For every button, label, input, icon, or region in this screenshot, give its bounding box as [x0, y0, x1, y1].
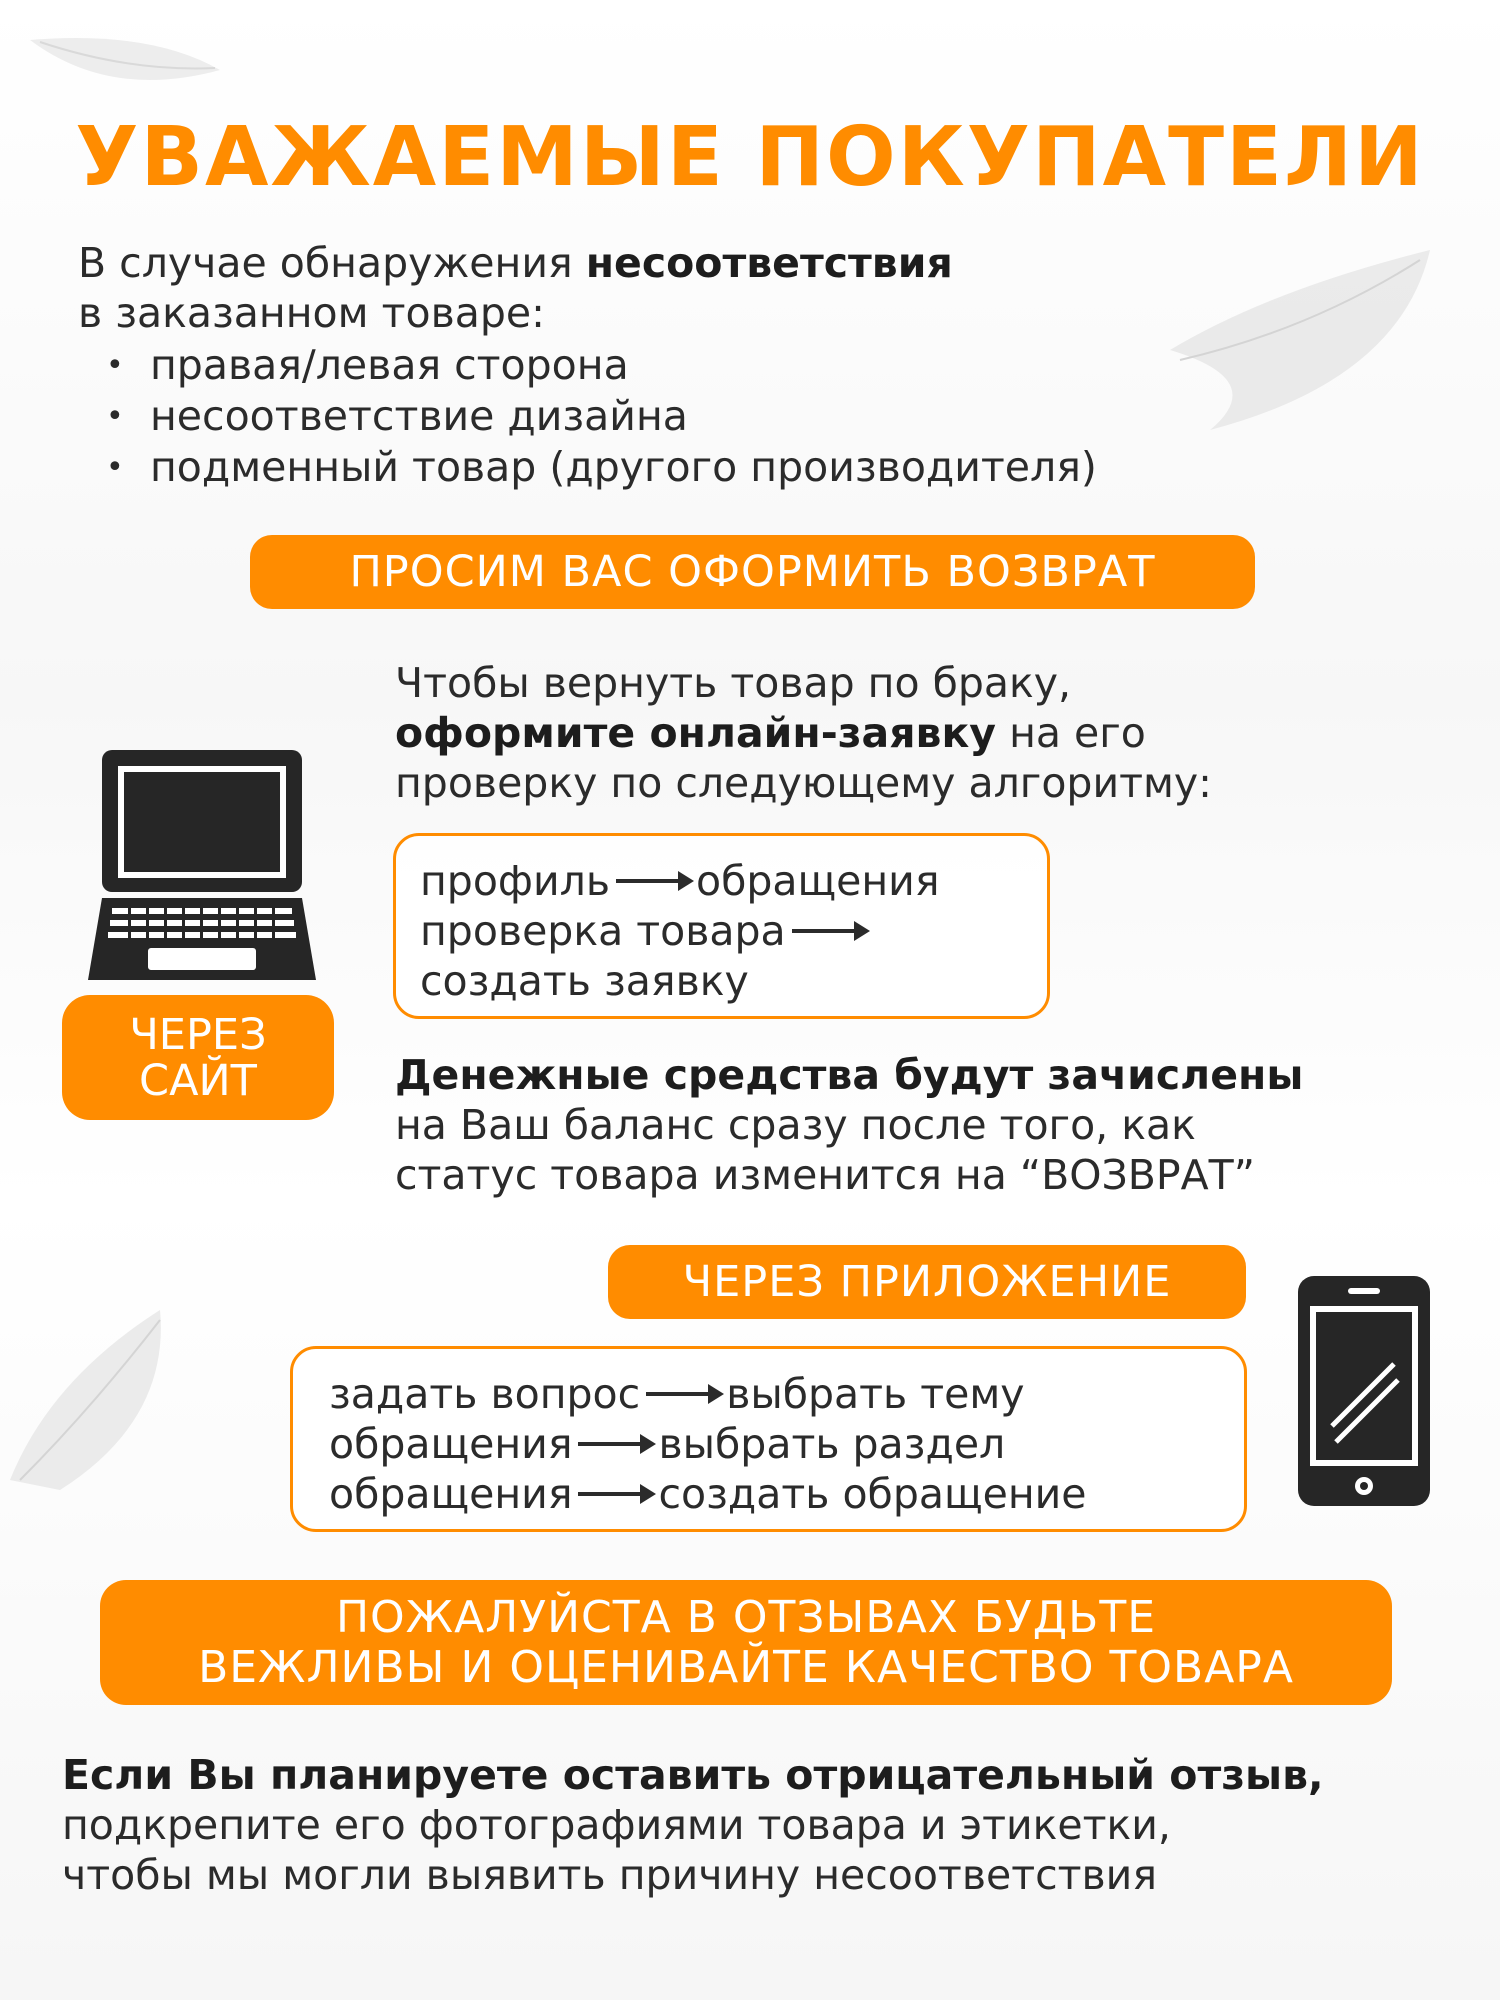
- site-intro-rest: на его: [996, 709, 1146, 757]
- app-steps-box: [290, 1346, 1247, 1532]
- via-app-badge: ЧЕРЕЗ ПРИЛОЖЕНИЕ: [608, 1245, 1246, 1319]
- footer-line-3: чтобы мы могли выявить причину несоответствия: [62, 1851, 1157, 1899]
- refund-line-3: статус товара изменится на “ВОЗВРАТ”: [395, 1151, 1255, 1199]
- site-intro-line-3: проверку по следующему алгоритму:: [395, 759, 1212, 807]
- step-appeals: обращения: [329, 1470, 573, 1518]
- arrow-right-icon: [646, 1392, 720, 1396]
- app-step-line-1: [329, 1369, 1208, 1419]
- step-product-check: проверка товара: [420, 907, 786, 955]
- step-appeals: обращения: [329, 1420, 573, 1468]
- page-title: УВАЖАЕМЫЕ ПОКУПАТЕЛИ: [75, 110, 1425, 205]
- refund-line-2: на Ваш баланс сразу после того, как: [395, 1101, 1196, 1149]
- refund-line-1: [395, 1050, 1445, 1100]
- feather-icon: [1150, 230, 1450, 470]
- intro-text: [78, 238, 953, 338]
- via-site-line-2: САЙТ: [139, 1055, 257, 1106]
- list-item: • подменный товар (другого производителя): [100, 442, 1097, 493]
- mismatch-list: [100, 340, 1097, 493]
- feather-icon: [0, 1290, 200, 1500]
- arrow-right-icon: [792, 929, 866, 933]
- intro-bold: несоответствия: [585, 239, 953, 287]
- via-site-line-1: ЧЕРЕЗ: [129, 1009, 267, 1060]
- site-step-line-2: [420, 906, 1023, 956]
- footer-line-2: подкрепите его фотографиями товара и этикетки,: [62, 1801, 1171, 1849]
- intro-prefix: В случае обнаружения: [78, 239, 586, 287]
- app-step-line-3: [329, 1469, 1208, 1519]
- list-item: • правая/левая сторона: [100, 340, 1097, 391]
- site-intro-line-1: Чтобы вернуть товар по браку,: [395, 659, 1072, 707]
- refund-bold: Денежные средства будут зачислены: [395, 1051, 1304, 1099]
- site-intro-bold: оформите онлайн-заявку: [395, 709, 997, 757]
- step-profile: профиль: [420, 857, 610, 905]
- site-intro-line-2: [395, 708, 1395, 758]
- step-choose-topic: выбрать тему: [726, 1370, 1025, 1418]
- footer-line-1: [62, 1750, 1482, 1800]
- step-ask-question: задать вопрос: [329, 1370, 641, 1418]
- site-steps-box: [393, 833, 1050, 1019]
- arrow-right-icon: [578, 1442, 652, 1446]
- footer-text: [62, 1750, 1482, 1900]
- arrow-right-icon: [578, 1492, 652, 1496]
- feather-icon: [20, 0, 240, 110]
- footer-bold: Если Вы планируете оставить отрицательный отзыв,: [62, 1751, 1324, 1799]
- step-create-appeal: создать обращение: [658, 1470, 1087, 1518]
- site-step-line-3: создать заявку: [420, 957, 749, 1005]
- step-appeals: обращения: [696, 857, 940, 905]
- intro-line-1: [78, 238, 953, 288]
- list-item: • несоответствие дизайна: [100, 391, 1097, 442]
- laptop-icon: [88, 748, 316, 980]
- refund-text: [395, 1050, 1445, 1200]
- smartphone-icon: [1298, 1276, 1430, 1506]
- site-step-line-1: [420, 856, 1023, 906]
- review-banner-line-1: ПОЖАЛУЙСТА В ОТЗЫВАХ БУДЬТЕ: [335, 1591, 1157, 1643]
- step-choose-section: выбрать раздел: [658, 1420, 1006, 1468]
- intro-line-2: в заказанном товаре:: [78, 289, 545, 337]
- via-site-badge: [62, 995, 334, 1120]
- arrow-right-icon: [616, 879, 690, 883]
- app-step-line-2: [329, 1419, 1208, 1469]
- return-banner: ПРОСИМ ВАС ОФОРМИТЬ ВОЗВРАТ: [250, 535, 1255, 609]
- review-banner-line-2: ВЕЖЛИВЫ И ОЦЕНИВАЙТЕ КАЧЕСТВО ТОВАРА: [198, 1641, 1294, 1693]
- site-intro-text: [395, 658, 1395, 808]
- review-banner: [100, 1580, 1392, 1705]
